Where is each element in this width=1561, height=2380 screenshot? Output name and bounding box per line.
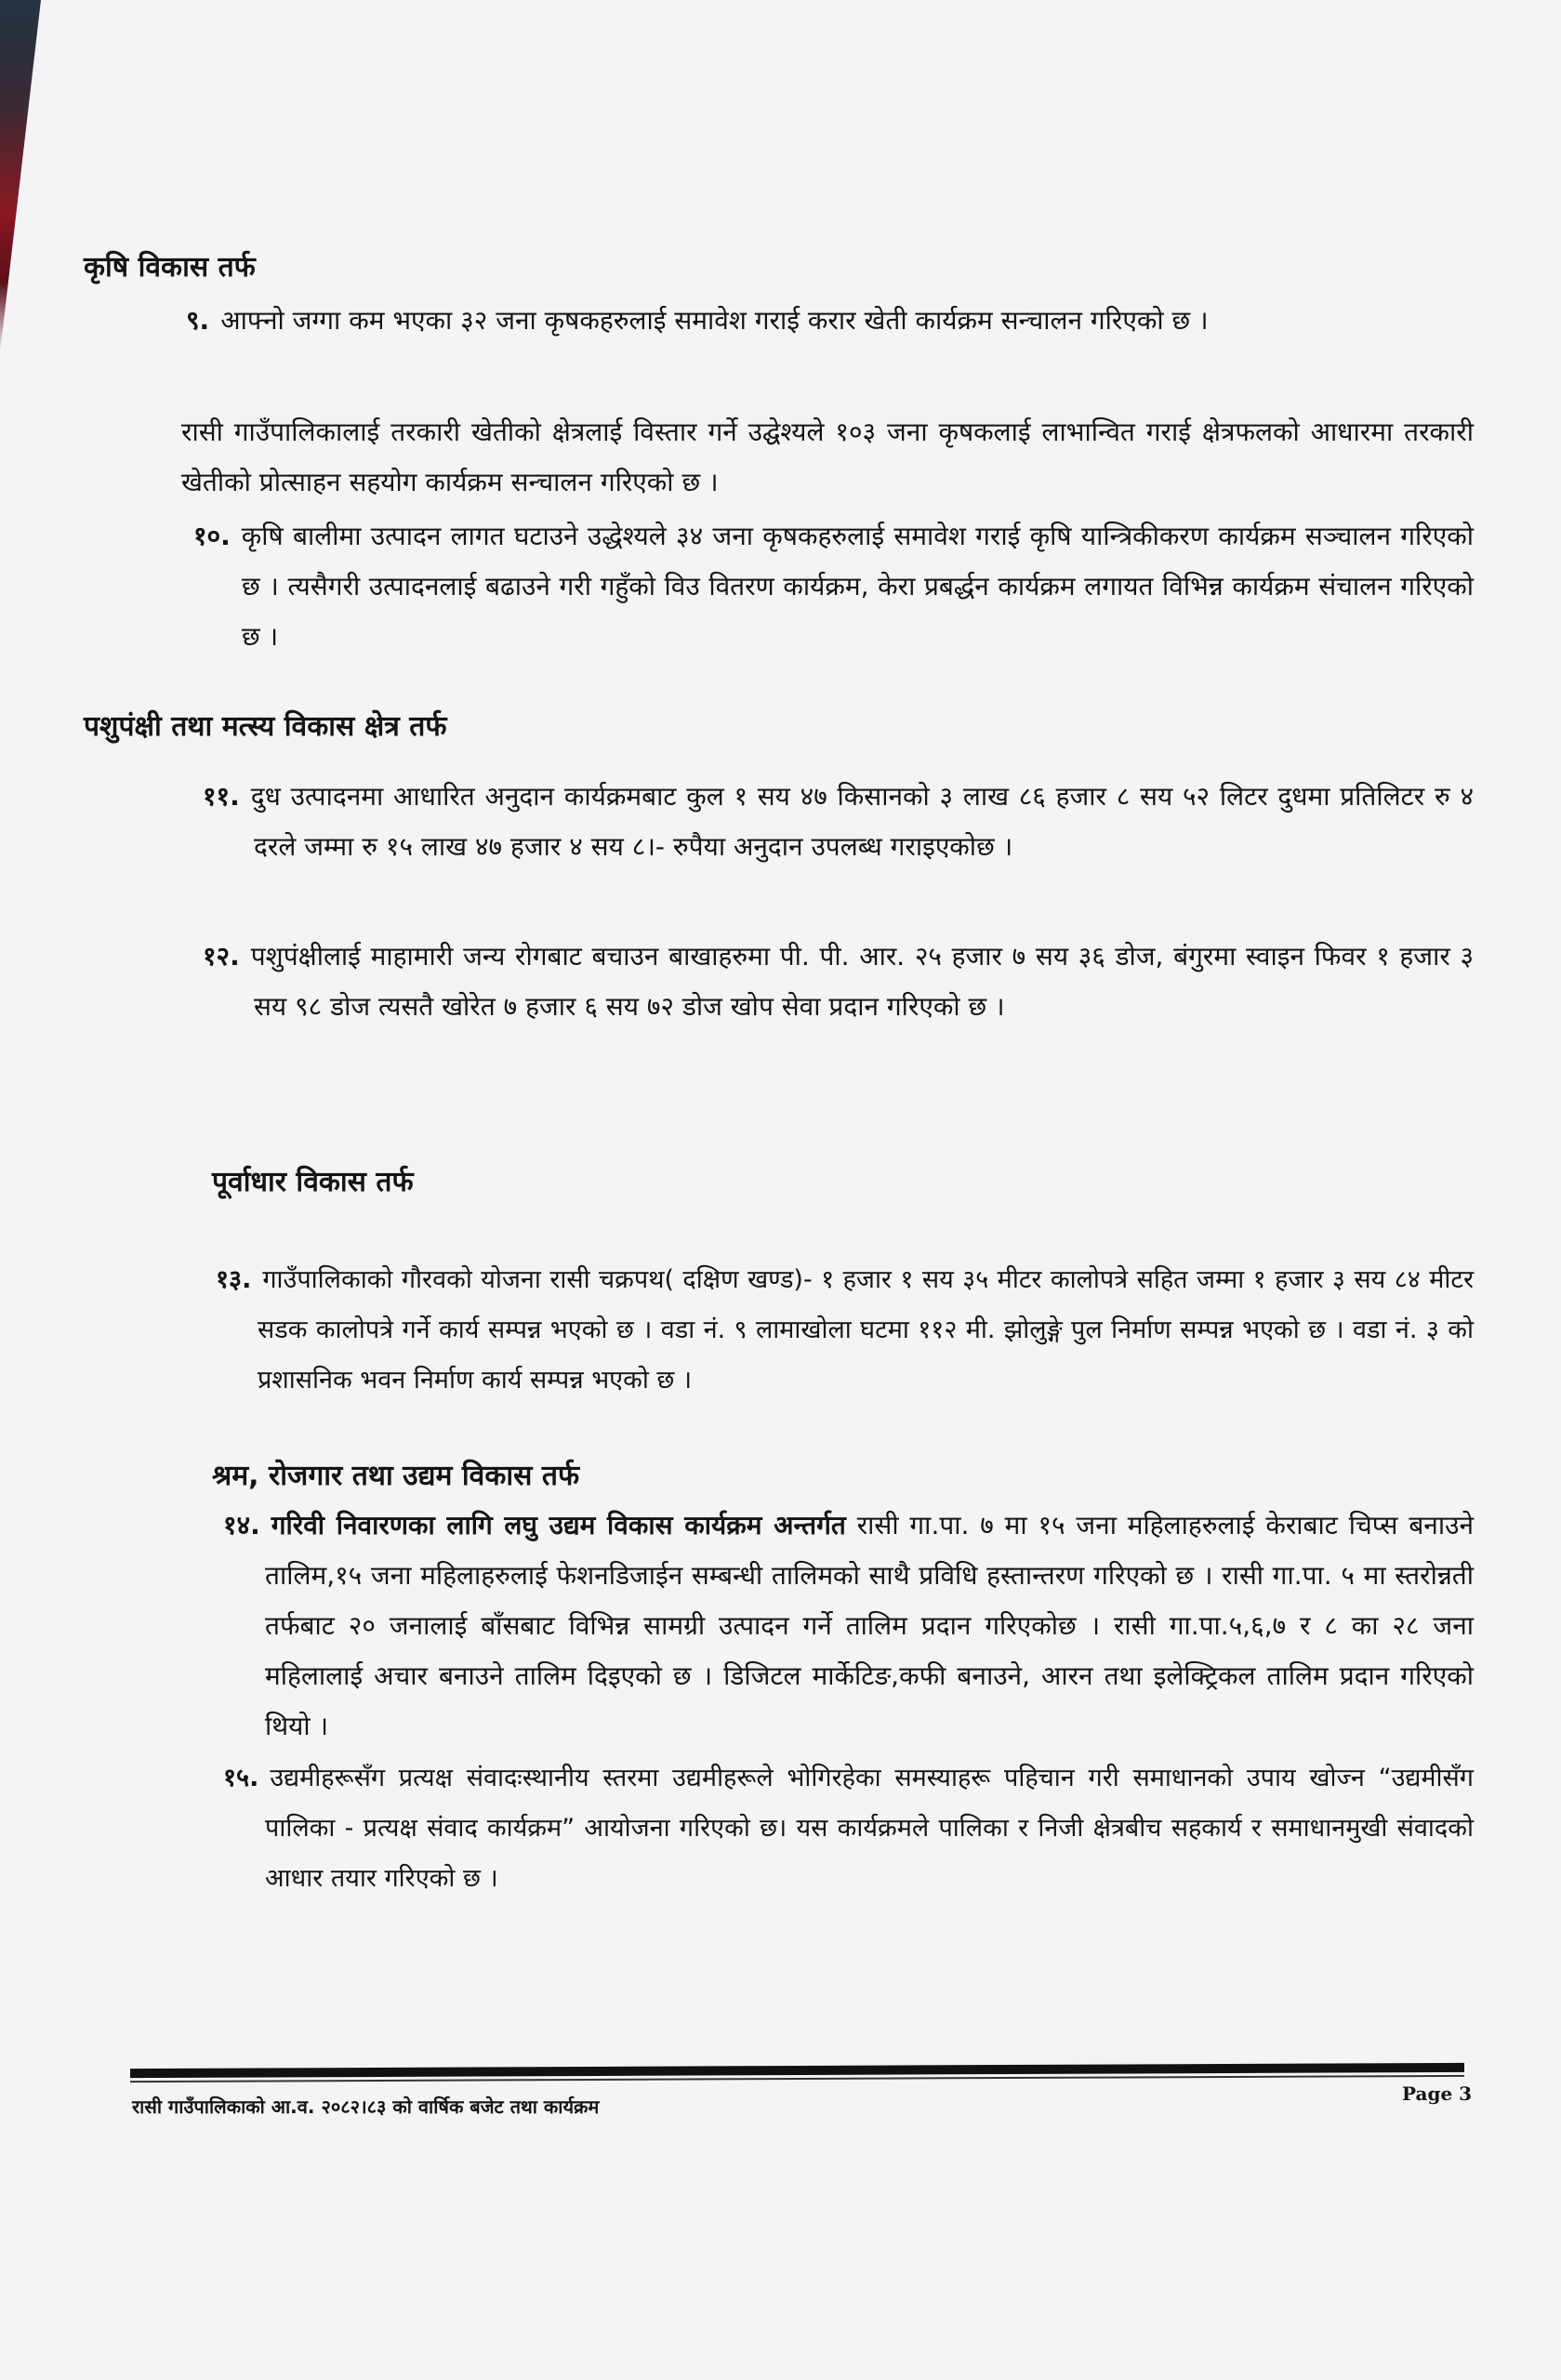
item-number: १२. <box>203 941 240 972</box>
item-9 <box>186 296 1474 346</box>
item-number: १३. <box>216 1265 252 1294</box>
item-14 <box>223 1501 1474 1752</box>
item-text: पशुपंक्षीलाई माहामारी जन्य रोगबाट बचाउन बाखाहरुमा पी. पी. आर. २५ हजार ७ सय ३६ डोज, बंगुरमा स्वाइन फिवर १ हजार ३ सय ९८ डोज त्यसतै खोरेत ७ हजार ६ सय ७२ डोज खोप सेवा प्रदान गरिएको छ । <box>250 941 1474 1022</box>
item-number: १०. <box>193 521 231 551</box>
page-number: Page 3 <box>1402 2082 1473 2105</box>
item-number: १५. <box>223 1764 259 1792</box>
item-11 <box>203 772 1474 872</box>
item-number: ९. <box>186 305 210 336</box>
item-text: रासी गा.पा. ७ मा १५ जना महिलाहरुलाई केराबाट चिप्स बनाउने तालिम,१५ जना महिलाहरुलाई फेशनडिजाईन सम्बन्धी तालिमको साथै प्रविधि हस्तान्तरण गरिएको छ । रासी गा.पा. ५ मा स्तरोन्नती तर्फबाट २० जनालाई बाँसबाट विभिन्न सामग्री उत्पादन गर्ने तालिम प्रदान गरिएकोछ । रासी गा.पा.५,६,७ र ८ का २८ जना महिलालाई अचार बनाउने तालिम दिइएको छ । डिजिटल मार्केटिङ,कफी बनाउने, आरन तथा इलेक्ट्रिकल तालिम प्रदान गरिएको थियो । <box>265 1510 1474 1741</box>
paragraph-vegetable-farming: रासी गाउँपालिकालाई तरकारी खेतीको क्षेत्रलाई विस्तार गर्ने उद्घेश्यले १०३ जना कृषकलाई लाभान्वित गराई क्षेत्रफलको आधारमा तरकारी खेतीको प्रोत्साहन सहयोग कार्यक्रम सन्चालन गरिएको छ । <box>181 416 1474 497</box>
item-15 <box>223 1753 1474 1904</box>
footer-title: रासी गाउँपालिकाको आ.व. २०८२।८३ को वार्षिक बजेट तथा कार्यक्रम <box>132 2096 600 2118</box>
item-text: कृषि बालीमा उत्पादन लागत घटाउने उद्धेश्यले ३४ जना कृषकहरुलाई समावेश गराई कृषि यान्त्रिकीकरण कार्यक्रम सञ्चालन गरिएको छ । त्यसैगरी उत्पादनलाई बढाउने गरी गहुँको विउ वितरण कार्यक्रम, केरा प्रबर्द्धन कार्यक्रम लगायत विभिन्न कार्यक्रम संचालन गरिएको छ । <box>241 521 1474 652</box>
item-12 <box>203 932 1474 1032</box>
item-number: १४. <box>223 1510 260 1540</box>
item-text: गाउँपालिकाको गौरवको योजना रासी चक्रपथ( दक्षिण खण्ड)- १ हजार १ सय ३५ मीटर कालोपत्रे सहित जम्मा १ हजार ३ सय ८४ मीटर सडक कालोपत्रे गर्ने कार्य सम्पन्न भएको छ । वडा नं. ९ लामाखोला घटमा ११२ मी. झोलुङ्गे पुल निर्माण सम्पन्न भएको छ । वडा नं. ३ को प्रशासनिक भवन निर्माण कार्य सम्पन्न भएको छ । <box>258 1265 1474 1395</box>
section-heading-livestock: पशुपंक्षी तथा मत्स्य विकास क्षेत्र तर्फ <box>84 710 447 743</box>
item-text: दुध उत्पादनमा आधारित अनुदान कार्यक्रमबाट कुल १ सय ४७ किसानको ३ लाख ८६ हजार ८ सय ५२ लिटर दुधमा प्रतिलिटर रु ४ दरले जम्मा रु १५ लाख ४७ हजार ४ सय ८।- रुपैया अनुदान उपलब्ध गराइएकोछ । <box>250 781 1474 862</box>
section-heading-labour: श्रम, रोजगार तथा उद्यम विकास तर्फ <box>212 1460 580 1492</box>
item-10 <box>193 511 1474 662</box>
section-heading-infrastructure: पूर्वाधार विकास तर्फ <box>212 1166 414 1198</box>
item-bold-text: गरिवी निवारणका लागि लघु उद्यम विकास कार्यक्रम अन्तर्गत <box>271 1510 846 1540</box>
item-number: ११. <box>203 781 240 812</box>
item-text: आफ्नो जग्गा कम भएका ३२ जना कृषकहरुलाई समावेश गराई करार खेती कार्यक्रम सन्चालन गरिएको छ । <box>220 305 1209 336</box>
section-heading-agriculture: कृषि विकास तर्फ <box>84 251 256 284</box>
item-13 <box>216 1255 1474 1406</box>
item-text: उद्यमीहरूसँग प्रत्यक्ष संवादःस्थानीय स्तरमा उद्यमीहरूले भोगिरहेका समस्याहरू पहिचान गरी समाधानको उपाय खोज्न “उद्यमीसँग पालिका - प्रत्यक्ष संवाद कार्यक्रम” आयोजना गरिएको छ। यस कार्यक्रमले पालिका र निजी क्षेत्रबीच सहकार्य र समाधानमुखी संवादको आधार तयार गरिएको छ । <box>265 1764 1474 1893</box>
